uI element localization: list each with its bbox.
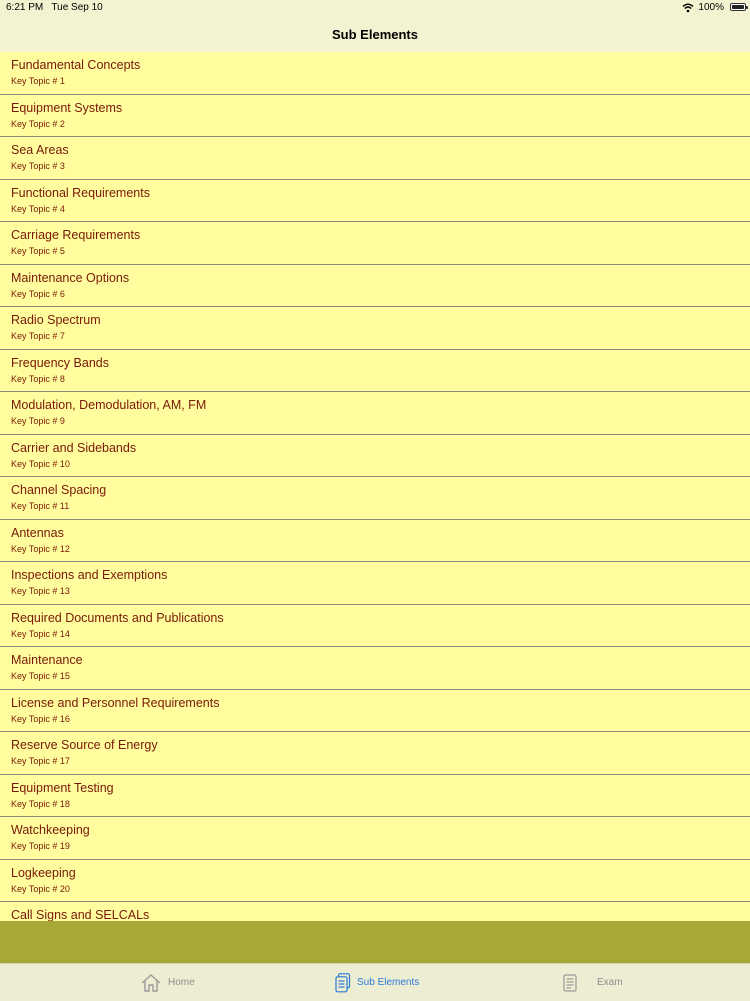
list-item-title: Carrier and Sidebands xyxy=(11,440,137,455)
list-item-title: Functional Requirements xyxy=(11,185,150,200)
list-item-title: Sea Areas xyxy=(11,143,69,157)
list-item[interactable] xyxy=(0,307,750,350)
list-item-subtitle: Key Topic # 1 xyxy=(11,76,65,86)
list-item-subtitle: Key Topic # 4 xyxy=(11,203,65,214)
list-item-title: Inspections and Exemptions xyxy=(11,568,168,582)
list-item[interactable] xyxy=(0,860,750,903)
list-item[interactable] xyxy=(0,265,750,308)
status-bar xyxy=(0,0,750,16)
list-item-title: Carriage Requirements xyxy=(11,228,141,242)
list-item-subtitle: Key Topic # 7 xyxy=(11,331,65,341)
list-item[interactable] xyxy=(0,95,750,138)
list-item-subtitle: Key Topic # 3 xyxy=(11,161,65,171)
list-item-title: Call Signs and SELCALs xyxy=(11,908,150,921)
tab-home-label: Home xyxy=(168,977,195,988)
list-item-title: Radio Spectrum xyxy=(11,313,101,327)
list-item[interactable] xyxy=(0,562,750,605)
list-item-title: Modulation, Demodulation, AM, FM xyxy=(11,398,207,412)
list-item-title: Antennas xyxy=(11,525,64,540)
list-item[interactable] xyxy=(0,222,750,265)
list-item-title: Maintenance Options xyxy=(11,270,130,285)
list-item[interactable] xyxy=(0,350,750,393)
list-item[interactable] xyxy=(0,392,750,435)
page-title: Sub Elements xyxy=(332,26,418,42)
wifi-icon xyxy=(682,3,694,13)
list-item-title: Channel Spacing xyxy=(11,483,107,497)
tab-exam-label: Exam xyxy=(597,977,623,988)
list-item[interactable] xyxy=(0,775,750,818)
list-item[interactable] xyxy=(0,605,750,648)
list-item-subtitle: Key Topic # 6 xyxy=(11,288,65,299)
list-item-subtitle: Key Topic # 14 xyxy=(11,628,70,639)
list-item-subtitle: Key Topic # 19 xyxy=(11,841,70,851)
list-item-subtitle: Key Topic # 18 xyxy=(11,798,70,809)
sub-elements-list[interactable] xyxy=(0,52,750,921)
status-time-date xyxy=(6,2,103,13)
list-item[interactable] xyxy=(0,647,750,690)
list-item-subtitle: Key Topic # 20 xyxy=(11,883,70,894)
tab-sub-elements[interactable] xyxy=(335,964,419,1001)
status-date: Tue Sep 10 xyxy=(51,2,103,13)
list-item-title: Fundamental Concepts xyxy=(11,58,141,72)
list-item[interactable] xyxy=(0,137,750,180)
list-item-title: Equipment Testing xyxy=(11,780,114,795)
footer-band xyxy=(0,921,750,963)
list-item-title: Reserve Source of Energy xyxy=(11,738,158,752)
document-icon xyxy=(335,973,351,993)
battery-percent: 100% xyxy=(698,2,724,13)
status-right xyxy=(682,2,724,13)
tab-sub-elements-label: Sub Elements xyxy=(357,977,420,988)
home-icon xyxy=(140,972,162,994)
list-item-title: License and Personnel Requirements xyxy=(11,695,220,710)
list-item-subtitle: Key Topic # 11 xyxy=(11,501,70,511)
list-item-title: Logkeeping xyxy=(11,865,76,880)
tab-home[interactable] xyxy=(140,964,195,1001)
list-item[interactable] xyxy=(0,435,750,478)
tab-bar xyxy=(0,963,750,1001)
list-item-title: Required Documents and Publications xyxy=(11,610,224,625)
tab-exam[interactable] xyxy=(563,964,623,1001)
list-item[interactable] xyxy=(0,817,750,860)
list-item[interactable] xyxy=(0,690,750,733)
list-item-subtitle: Key Topic # 15 xyxy=(11,671,70,681)
list-item-title: Equipment Systems xyxy=(11,100,123,115)
navigation-bar xyxy=(0,16,750,53)
exam-icon xyxy=(563,974,577,992)
list-item[interactable] xyxy=(0,902,750,921)
list-item[interactable] xyxy=(0,180,750,223)
list-item[interactable] xyxy=(0,520,750,563)
list-item-title: Maintenance xyxy=(11,653,83,667)
list-item-subtitle: Key Topic # 13 xyxy=(11,586,70,596)
list-item-subtitle: Key Topic # 12 xyxy=(11,543,70,554)
battery-icon xyxy=(730,3,746,11)
list-item-subtitle: Key Topic # 16 xyxy=(11,713,70,724)
list-item-title: Watchkeeping xyxy=(11,823,90,837)
list-item[interactable] xyxy=(0,732,750,775)
list-item[interactable] xyxy=(0,52,750,95)
list-item-title: Frequency Bands xyxy=(11,355,109,370)
list-item-subtitle: Key Topic # 5 xyxy=(11,246,65,256)
list-item-subtitle: Key Topic # 2 xyxy=(11,118,65,129)
list-item-subtitle: Key Topic # 9 xyxy=(11,416,65,426)
list-item-subtitle: Key Topic # 10 xyxy=(11,458,70,469)
status-time: 6:21 PM xyxy=(6,2,44,13)
list-item-subtitle: Key Topic # 17 xyxy=(11,756,70,766)
list-item-subtitle: Key Topic # 8 xyxy=(11,373,65,384)
list-item[interactable] xyxy=(0,477,750,520)
